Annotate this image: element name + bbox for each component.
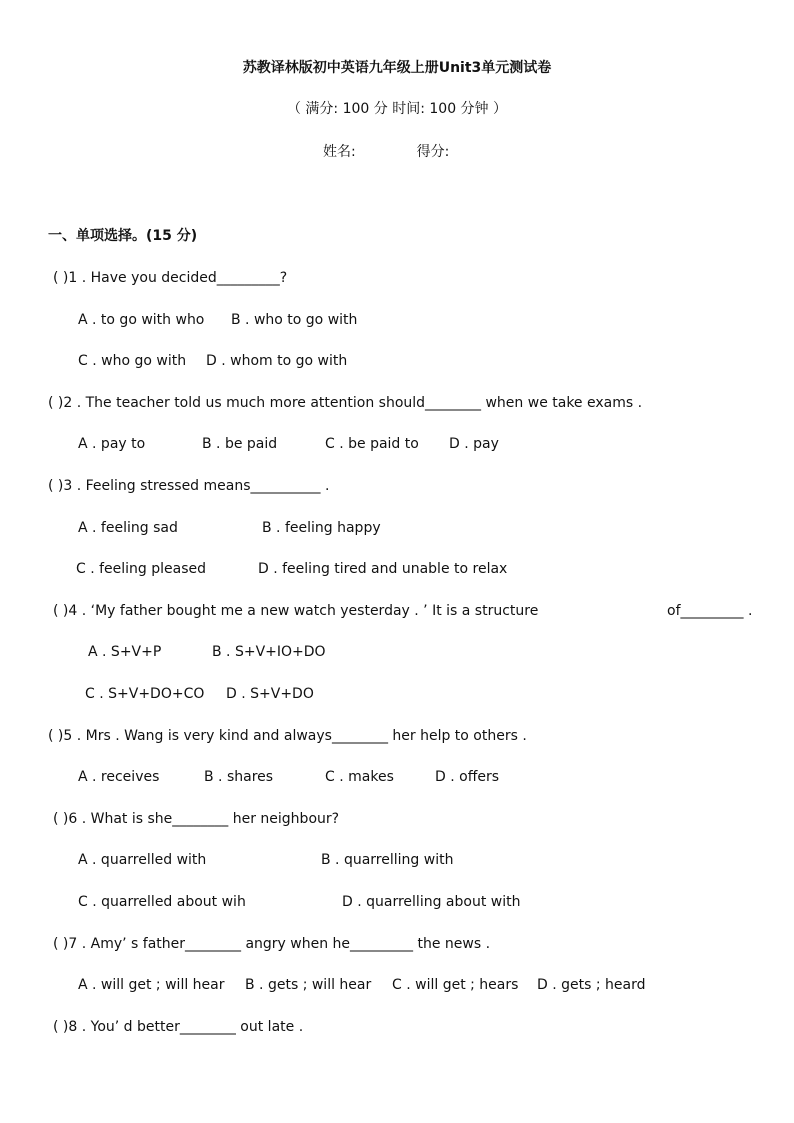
option: C . feeling pleased — [76, 561, 207, 577]
question-stem: ( )7 . Amy’ s father________ angry when he_________ the news . — [53, 936, 491, 952]
question-stem: ( )5 . Mrs . Wang is very kind and always________ her help to others . — [48, 728, 527, 744]
option: B . feeling happy — [262, 520, 381, 536]
section-heading: 一、单项选择。(15 分) — [48, 228, 198, 244]
question-stem: ( )6 . What is she________ her neighbour? — [53, 811, 340, 827]
question-stem: ( )2 . The teacher told us much more attention should________ when we take exams . — [48, 395, 643, 411]
option: A . pay to — [78, 436, 146, 452]
question-stem: ( )8 . You’ d better________ out late . — [53, 1019, 304, 1035]
option: C . quarrelled about wih — [78, 894, 246, 910]
option: D . gets ; heard — [537, 977, 646, 993]
question-stem: ( )1 . Have you decided_________? — [53, 270, 288, 286]
question-stem: ( )4 . ‘My father bought me a new watch yesterday . ’ It is a structure — [53, 603, 539, 619]
option: C . makes — [325, 769, 394, 785]
option: C . be paid to — [325, 436, 419, 452]
option: A . receives — [78, 769, 160, 785]
option: B . shares — [204, 769, 274, 785]
name-score-row — [323, 143, 449, 161]
option: D . S+V+DO — [226, 686, 314, 702]
question-stem: ( )3 . Feeling stressed means__________ . — [48, 478, 330, 494]
option: C . will get ; hears — [392, 977, 519, 993]
score-label: 得分: — [416, 144, 450, 160]
question-stem-end: of_________ . — [667, 603, 753, 619]
option: B . who to go with — [231, 312, 358, 328]
option: D . feeling tired and unable to relax — [258, 561, 508, 577]
option: B . quarrelling with — [321, 852, 454, 868]
option: D . pay — [449, 436, 499, 452]
option: B . S+V+IO+DO — [212, 644, 326, 660]
document-title: 苏教译林版初中英语九年级上册Unit3单元测试卷 — [242, 60, 552, 76]
option: A . S+V+P — [88, 644, 162, 660]
option: A . will get ; will hear — [78, 977, 225, 993]
option: A . feeling sad — [78, 520, 178, 536]
option: B . be paid — [202, 436, 278, 452]
option: D . offers — [435, 769, 500, 785]
option: A . quarrelled with — [78, 852, 207, 868]
exam-info: （ 满分: 100 分 时间: 100 分钟 ） — [286, 101, 508, 117]
option: C . who go with — [78, 353, 187, 369]
option: A . to go with who — [78, 312, 205, 328]
option: D . whom to go with — [206, 353, 348, 369]
option: B . gets ; will hear — [245, 977, 372, 993]
option: C . S+V+DO+CO — [85, 686, 205, 702]
option: D . quarrelling about with — [342, 894, 521, 910]
name-label: 姓名: — [323, 144, 356, 160]
